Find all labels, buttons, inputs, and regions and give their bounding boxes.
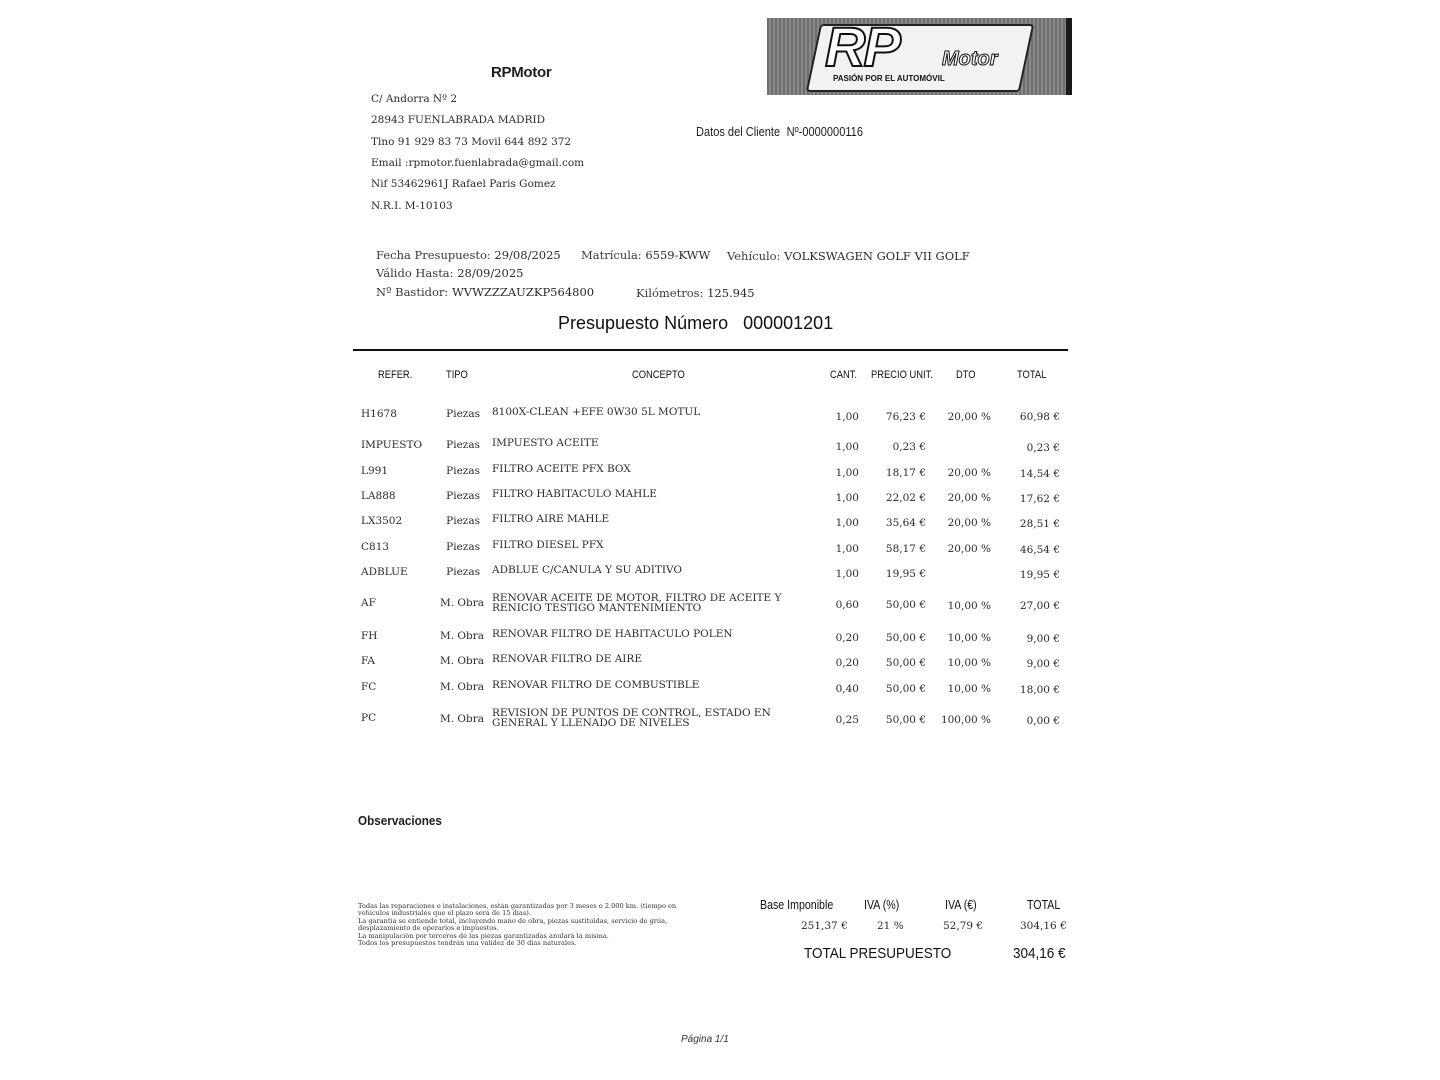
address-line: Email :rpmotor.fuenlabrada@gmail.com	[371, 157, 585, 169]
fecha-value: 29/08/2025	[494, 248, 561, 262]
cell-total: 9,00 €	[1026, 658, 1060, 670]
cell-total: 19,95 €	[1019, 569, 1060, 581]
cell-tipo: M. Obra	[440, 597, 485, 609]
address-line: Tlno 91 929 83 73 Movil 644 892 372	[371, 136, 572, 148]
header-cant: CANT.	[830, 369, 858, 381]
logo-sub-text: Motor	[942, 48, 998, 70]
valido-hasta	[376, 266, 524, 280]
cell-ref: C813	[361, 541, 390, 553]
vehiculo	[727, 249, 970, 263]
cell-ref: PC	[361, 712, 377, 724]
summary-header-iva-pct: IVA (%)	[864, 898, 900, 912]
cell-concepto: IMPUESTO ACEITE	[492, 437, 599, 449]
cell-concepto: RENOVAR ACEITE DE MOTOR, FILTRO DE ACEITE Y RENICIO TESTIGO MANTENIMIENTO	[492, 592, 782, 614]
cell-ref: FA	[361, 655, 375, 667]
cell-cant: 1,00	[835, 568, 859, 580]
bastidor-label: Nº Bastidor:	[376, 285, 449, 299]
header-dto: DTO	[956, 369, 976, 381]
cell-total: 0,00 €	[1026, 715, 1060, 727]
company-logo	[767, 18, 1072, 95]
cell-dto: 20,00 %	[947, 517, 991, 529]
cell-tipo: Piezas	[446, 541, 480, 553]
cell-ref: LX3502	[361, 515, 403, 527]
cell-total: 14,54 €	[1019, 468, 1060, 480]
cell-total: 18,00 €	[1019, 684, 1060, 696]
header-total: TOTAL	[1017, 369, 1047, 381]
logo-main-text: RP	[825, 18, 899, 78]
cell-total: 46,54 €	[1019, 544, 1060, 556]
cell-tipo: M. Obra	[440, 655, 485, 667]
cell-cant: 1,00	[835, 467, 859, 479]
legal-line: vehículos industriales que el plazo será de 15 días).	[358, 910, 531, 918]
title-number: 000001201	[743, 313, 834, 333]
km-value: 125.945	[707, 286, 755, 300]
cell-cant: 1,00	[835, 543, 859, 555]
client-data	[696, 124, 863, 139]
address-line: N.R.I. M-10103	[371, 200, 453, 212]
cell-precio: 0,23 €	[892, 441, 926, 453]
valido-value: 28/09/2025	[457, 266, 524, 280]
summary-iva-eur: 52,79 €	[943, 920, 984, 932]
cell-tipo: Piezas	[446, 490, 480, 502]
cell-tipo: M. Obra	[440, 681, 485, 693]
cell-total: 28,51 €	[1019, 518, 1060, 530]
legal-line: Todos los presupuestos tendrán una validez de 30 días naturales.	[358, 940, 577, 948]
cell-cant: 0,40	[835, 683, 859, 695]
page-number: Página 1/1	[681, 1034, 729, 1045]
address-line: 28943 FUENLABRADA MADRID	[371, 114, 546, 126]
cell-concepto: ADBLUE C/CANULA Y SU ADITIVO	[492, 564, 683, 576]
address-line: Nif 53462961J Rafael Paris Gomez	[371, 178, 556, 190]
bastidor-value: WVWZZZAUZKP564800	[451, 285, 595, 299]
header-refer: REFER.	[378, 369, 413, 381]
cell-tipo: M. Obra	[440, 630, 485, 642]
legal-conditions	[358, 903, 748, 947]
cell-cant: 0,20	[835, 632, 859, 644]
cell-dto: 10,00 %	[947, 683, 991, 695]
kilometros	[636, 286, 755, 300]
cell-concepto: FILTRO AIRE MAHLE	[492, 513, 610, 525]
cell-ref: L991	[361, 465, 389, 477]
cell-precio: 50,00 €	[885, 657, 926, 669]
legal-line: La garantía se entiende total, incluyendo mano de obra, piezas sustituidas, servicio de grúa,	[358, 917, 668, 925]
cell-ref: AF	[361, 597, 376, 609]
cell-precio: 50,00 €	[885, 683, 926, 695]
cell-ref: FH	[361, 630, 378, 642]
cell-tipo: Piezas	[446, 408, 480, 420]
cell-dto: 10,00 %	[947, 632, 991, 644]
client-number: Nº-0000000116	[786, 124, 863, 139]
cell-total: 17,62 €	[1019, 493, 1060, 505]
cell-precio: 19,95 €	[885, 568, 926, 580]
cell-precio: 50,00 €	[885, 632, 926, 644]
cell-concepto: FILTRO ACEITE PFX BOX	[492, 463, 631, 475]
cell-cant: 0,60	[835, 599, 859, 611]
cell-ref: H1678	[361, 408, 397, 420]
bastidor	[376, 285, 594, 299]
document-title	[558, 313, 833, 334]
summary-base: 251,37 €	[801, 920, 848, 932]
title-label: Presupuesto Número	[558, 313, 729, 333]
cell-precio: 18,17 €	[885, 467, 926, 479]
cell-total: 27,00 €	[1019, 600, 1060, 612]
cell-cant: 1,00	[835, 441, 859, 453]
cell-concepto: FILTRO DIESEL PFX	[492, 539, 604, 551]
cell-dto: 10,00 %	[947, 600, 991, 612]
cell-concepto: RENOVAR FILTRO DE HABITACULO POLEN	[492, 628, 733, 640]
summary-header-total: TOTAL	[1027, 898, 1061, 912]
company-name: RPMotor	[491, 64, 552, 81]
valido-label: Válido Hasta:	[376, 266, 454, 280]
legal-line: La manipulación por terceros de las piezas garantizadas anulará la misma.	[358, 932, 609, 940]
cell-cant: 1,00	[835, 517, 859, 529]
matricula	[581, 248, 710, 262]
cell-dto: 100,00 %	[940, 714, 991, 726]
matricula-value: 6559-KWW	[645, 248, 711, 262]
header-precio: PRECIO UNIT.	[871, 369, 933, 381]
cell-concepto: RENOVAR FILTRO DE COMBUSTIBLE	[492, 679, 700, 691]
cell-concepto: 8100X-CLEAN +EFE 0W30 5L MOTUL	[492, 406, 701, 418]
cell-cant: 0,20	[835, 657, 859, 669]
cell-tipo: Piezas	[446, 439, 480, 451]
grand-total-label: TOTAL PRESUPUESTO	[804, 945, 952, 962]
cell-precio: 35,64 €	[885, 517, 926, 529]
client-label: Datos del Cliente	[696, 124, 781, 139]
address-line: C/ Andorra Nº 2	[371, 93, 458, 105]
cell-concepto: REVISION DE PUNTOS DE CONTROL, ESTADO EN GENERAL Y LLENADO DE NIVELES	[492, 707, 771, 729]
cell-total: 9,00 €	[1026, 633, 1060, 645]
cell-tipo: M. Obra	[440, 713, 485, 725]
cell-ref: IMPUESTO	[361, 439, 423, 451]
fecha-presupuesto	[376, 248, 561, 262]
cell-cant: 1,00	[835, 492, 859, 504]
summary-header-iva-eur: IVA (€)	[945, 898, 977, 912]
cell-concepto: FILTRO HABITACULO MAHLE	[492, 488, 657, 500]
summary-header-base: Base Imponible	[760, 898, 834, 912]
observaciones-label: Observaciones	[358, 813, 442, 828]
summary-iva-pct: 21 %	[877, 920, 904, 932]
km-label: Kilómetros:	[636, 286, 704, 300]
cell-precio: 22,02 €	[885, 492, 926, 504]
cell-ref: ADBLUE	[361, 566, 408, 578]
cell-ref: FC	[361, 681, 377, 693]
cell-precio: 50,00 €	[885, 599, 926, 611]
cell-cant: 1,00	[835, 411, 859, 423]
vehiculo-label: Vehículo:	[727, 249, 781, 263]
header-tipo: TIPO	[446, 369, 468, 381]
legal-line: Todas las reparaciones o instalaciones, están garantizadas por 3 meses o 2.000 km. (tiempo en	[358, 903, 677, 910]
cell-precio: 76,23 €	[885, 411, 926, 423]
title-divider	[353, 349, 1068, 351]
vehiculo-value: VOLKSWAGEN GOLF VII GOLF	[784, 249, 970, 263]
cell-cant: 0,25	[835, 714, 859, 726]
cell-dto: 20,00 %	[947, 492, 991, 504]
cell-total: 0,23 €	[1026, 442, 1060, 454]
summary-total: 304,16 €	[1020, 920, 1067, 932]
cell-dto: 20,00 %	[947, 411, 991, 423]
cell-ref: LA888	[361, 490, 396, 502]
logo-tagline: PASIÓN POR EL AUTOMÓVIL	[833, 74, 945, 83]
cell-tipo: Piezas	[446, 465, 480, 477]
header-concepto: CONCEPTO	[632, 369, 685, 381]
grand-total-value: 304,16 €	[1013, 945, 1066, 962]
cell-concepto: RENOVAR FILTRO DE AIRE	[492, 653, 643, 665]
cell-tipo: Piezas	[446, 566, 480, 578]
cell-dto: 20,00 %	[947, 543, 991, 555]
fecha-label: Fecha Presupuesto:	[376, 248, 491, 262]
cell-total: 60,98 €	[1019, 411, 1060, 423]
cell-precio: 50,00 €	[885, 714, 926, 726]
cell-dto: 20,00 %	[947, 467, 991, 479]
matricula-label: Matrícula:	[581, 248, 642, 262]
cell-dto: 10,00 %	[947, 657, 991, 669]
cell-tipo: Piezas	[446, 515, 480, 527]
cell-precio: 58,17 €	[885, 543, 926, 555]
legal-line: desplazamiento de operarios e impuestos.	[358, 925, 499, 933]
